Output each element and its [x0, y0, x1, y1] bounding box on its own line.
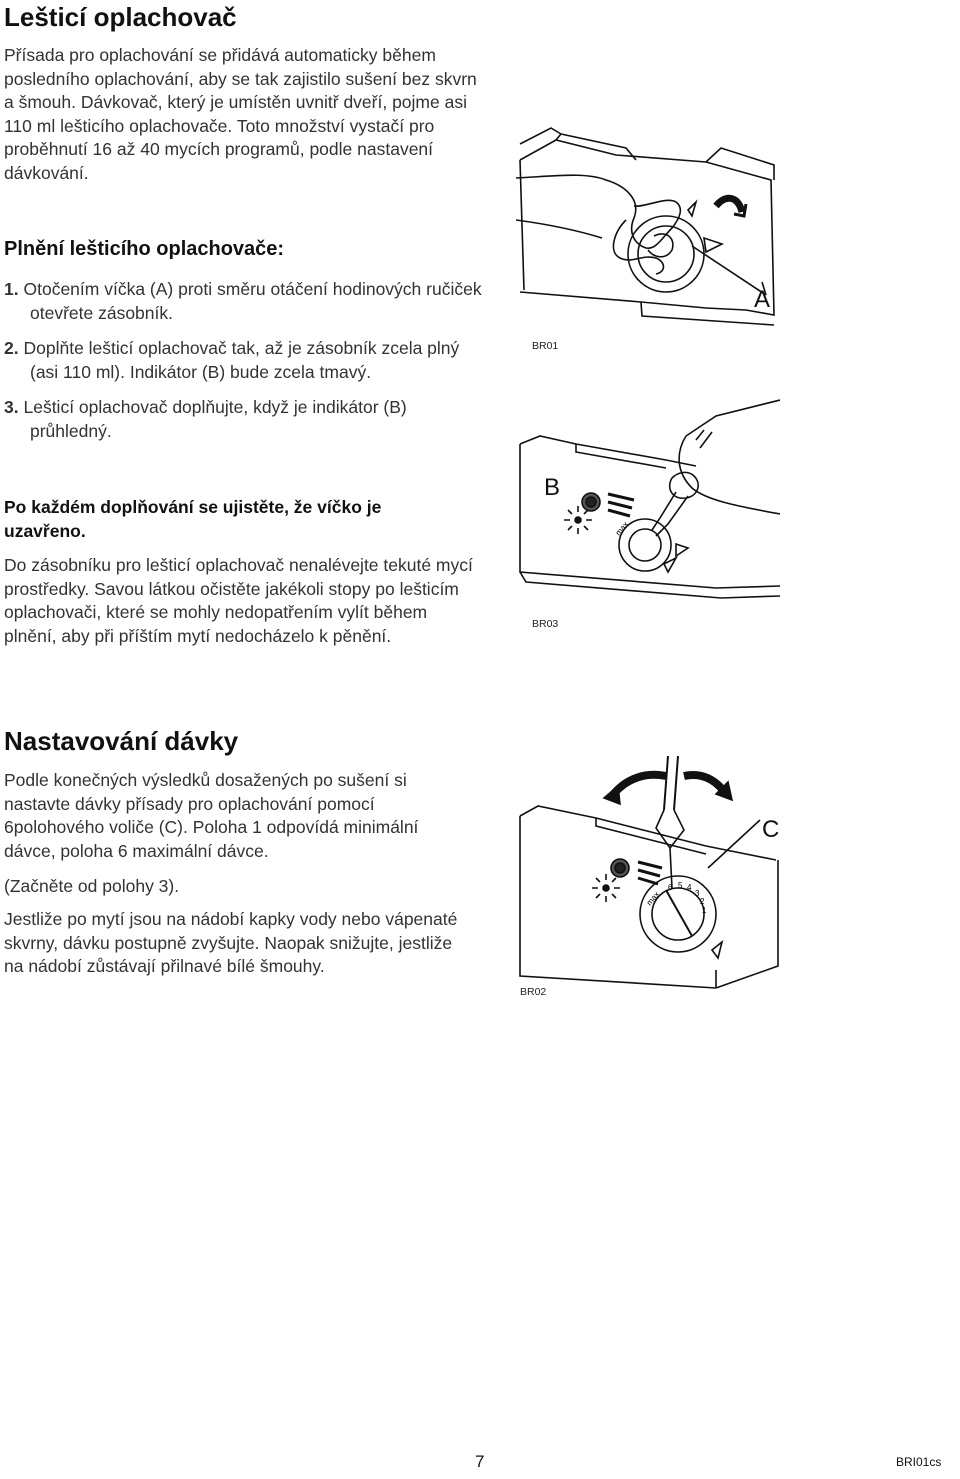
- section-title-rinse-aid: Lešticí oplachovač: [4, 2, 237, 32]
- dosage-paragraph-1: Podle konečných výsledků dosažených po sušení si nastavte dávky přísady pro oplachování pomocí 6polohového voliče (C). Poloha 1 odpovídá minimální dávce, poloha 6 maximální dávce.: [4, 770, 419, 861]
- figure-dial-adjust: [516, 756, 782, 1002]
- dosage-paragraph-3: Jestliže po mytí jsou na nádobí kapky vody nebo vápenaté skvrny, dávku postupně zvyšujte. Naopak snižujte, jestliže na nádobí zůstávají přilnavé bílé šmouhy.: [4, 909, 458, 976]
- dial-num-6: 6: [668, 883, 673, 892]
- figure-code-br02: BR02: [520, 986, 547, 998]
- figure-dial-adjust-drawing: [516, 756, 782, 1002]
- step-text: Lešticí oplachovač doplňujte, když je indikátor (B) průhledný.: [23, 397, 407, 441]
- page-number: 7: [475, 1452, 485, 1471]
- dosage-paragraph-2: (Začněte od polohy 3).: [4, 876, 180, 896]
- label-A: A: [754, 286, 771, 313]
- note-paragraph: Do zásobníku pro lešticí oplachovač nenalévejte tekuté mycí prostředky. Savou látkou očistěte jakékoli stopy po lešticím oplachovači, které se mohly nedopatřením vylít během plnění, aby při příštím mytí nedocházelo k pěnění.: [4, 555, 473, 646]
- dial-num-1: 1: [702, 906, 707, 915]
- step-text: Otočením víčka (A) proti směru otáčení hodinových ručiček otevřete zásobník.: [23, 279, 482, 323]
- document-code: BRI01cs: [896, 1455, 942, 1469]
- step-text: Doplňte lešticí oplachovač tak, až je zásobník zcela plný (asi 110 ml). Indikátor (B) bude zcela tmavý.: [23, 338, 460, 382]
- dial-num-2: 2: [700, 897, 705, 906]
- subtitle-filling: Plnění lešticího oplachovače:: [4, 238, 285, 260]
- label-C: C: [762, 816, 780, 843]
- note-bold: Po každém doplňování se ujistěte, že víčko je uzavřeno.: [4, 497, 382, 541]
- step-number: 1.: [4, 279, 19, 299]
- figure-code-br03: BR03: [532, 618, 559, 630]
- figure-open-cap-drawing: [516, 120, 778, 370]
- step-2: [4, 337, 484, 384]
- dial-max-label-2: max: [644, 889, 662, 908]
- step-3: [4, 396, 484, 443]
- steps-list: [4, 278, 484, 443]
- intro-paragraph: Přísada pro oplachování se přidává automaticky během posledního oplachování, aby se tak zajistilo sušení bez skvrn a šmouh. Dávkovač, který je umístěn uvnitř dveří, pojme asi 110 ml lešticího oplachovače. Toto množství vystačí pro proběhnutí 16 až 40 mycích programů, podle nastavení dávkování.: [4, 45, 477, 183]
- dial-max-label: max: [613, 519, 631, 538]
- figure-open-cap: [516, 120, 778, 370]
- dial-num-4: 4: [687, 883, 692, 892]
- dial-num-5: 5: [678, 881, 683, 890]
- step-number: 3.: [4, 397, 19, 417]
- step-1: [4, 278, 484, 325]
- dial-num-3: 3: [695, 889, 700, 898]
- step-number: 2.: [4, 338, 19, 358]
- figure-filling-drawing: [516, 396, 780, 642]
- section-title-dosage: Nastavování dávky: [4, 726, 239, 756]
- figure-code-br01: BR01: [532, 340, 559, 352]
- figure-filling: [516, 396, 780, 642]
- label-B: B: [544, 474, 561, 501]
